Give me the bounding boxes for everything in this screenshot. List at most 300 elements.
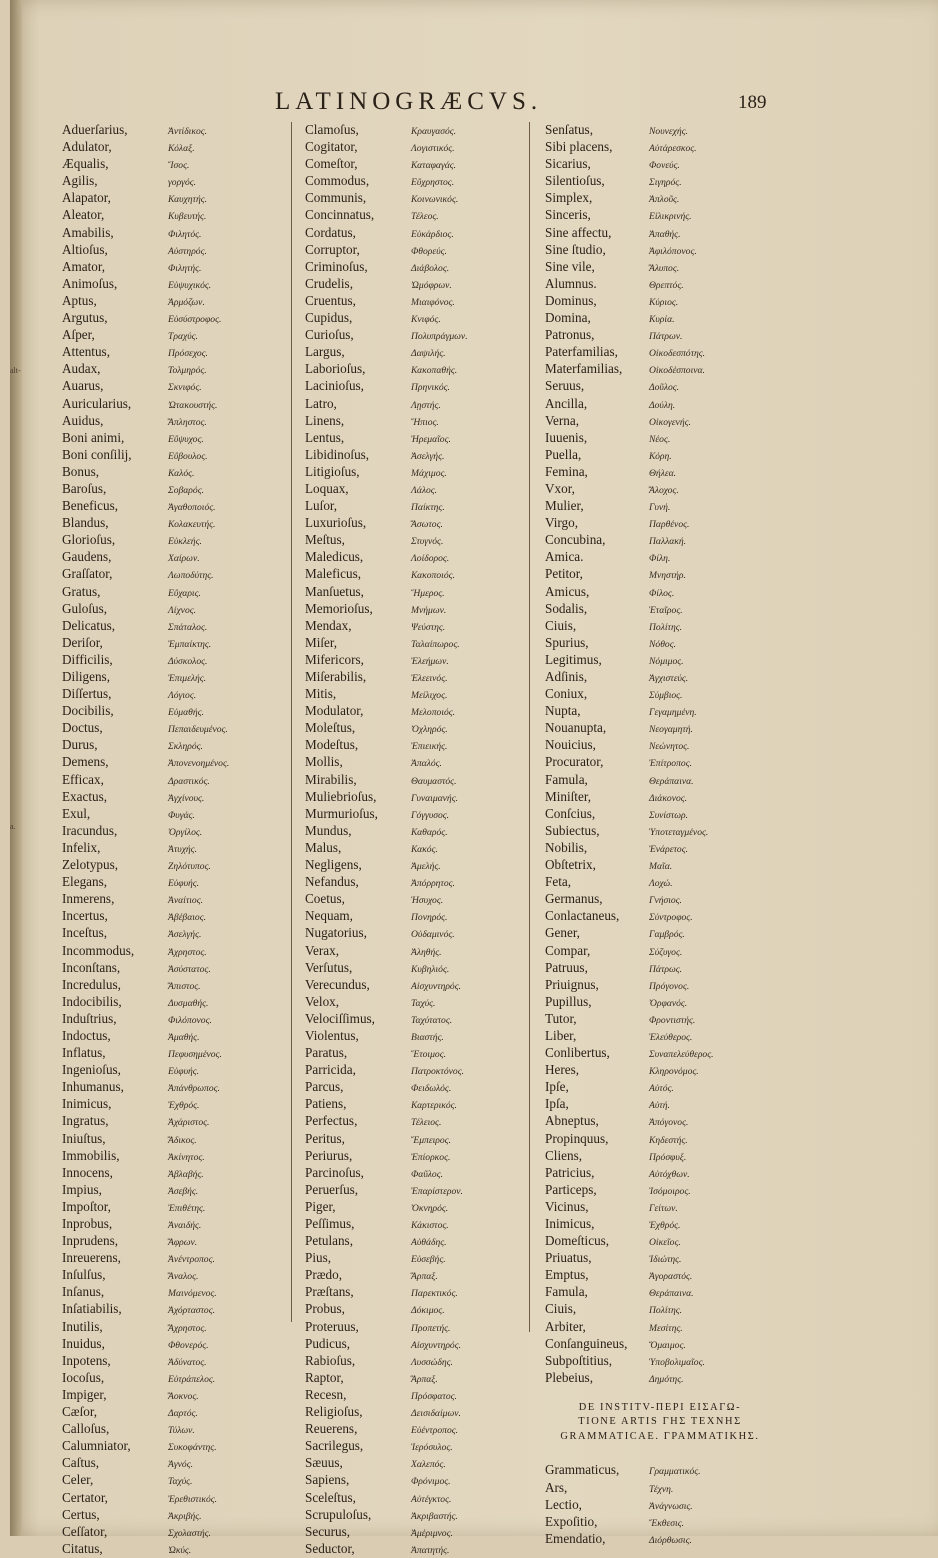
latin-term: Coetus,	[305, 891, 345, 907]
latin-term: Curioſus,	[305, 327, 354, 343]
greek-term: Εὔβουλος.	[168, 450, 208, 462]
glossary-entry	[545, 720, 785, 737]
glossary-entry	[305, 772, 530, 789]
greek-term: Γόγγυσος.	[411, 809, 450, 821]
latin-term: Coniux,	[545, 686, 588, 702]
greek-term: Σπάταλος.	[168, 621, 208, 633]
greek-term: Ἄδικος.	[168, 1134, 197, 1146]
latin-term: Dominus,	[545, 292, 597, 308]
latin-term: Plebeius,	[545, 1369, 593, 1385]
greek-term: Πρηνικός.	[411, 382, 450, 394]
greek-term: Ἐρεθιστικός.	[168, 1493, 218, 1505]
latin-term: Docibilis,	[62, 703, 114, 719]
glossary-entry	[545, 857, 785, 874]
glossary-entry	[62, 1267, 292, 1284]
latin-term: Amicus,	[545, 583, 590, 599]
latin-term: Ingratus,	[62, 1113, 109, 1129]
greek-term: Ἐλεεινός.	[411, 673, 448, 684]
greek-term: Συναπελεύθερος.	[649, 1049, 714, 1061]
greek-term: Ἀγχιστεύς.	[649, 673, 689, 684]
greek-term: Ἀβέβαιος.	[168, 912, 206, 924]
glossary-entry	[62, 652, 292, 669]
glossary-entry	[305, 720, 530, 737]
glossary-entry	[305, 156, 530, 173]
greek-term: Κνιφός.	[411, 314, 441, 326]
latin-term: Cupidus,	[305, 310, 353, 326]
greek-term: Εὐκλεής.	[168, 536, 202, 548]
greek-term: Παίκτης.	[411, 502, 445, 514]
greek-term: Δοῦλος.	[649, 382, 680, 394]
greek-term: Οἰκογενής.	[649, 416, 691, 428]
greek-term: Ἀνέντροπος.	[168, 1254, 215, 1266]
greek-term: Ὠμόφρων.	[411, 279, 452, 291]
latin-term: Modulator,	[305, 703, 364, 719]
greek-term: Πάτρως.	[649, 963, 683, 975]
glossary-entry	[305, 310, 530, 327]
latin-term: Moleſtus,	[305, 720, 356, 736]
latin-term: Cordatus,	[305, 224, 356, 240]
glossary-entry	[305, 293, 530, 310]
latin-term: Patricius,	[545, 1164, 595, 1180]
book-gutter	[10, 0, 22, 1536]
greek-term: Ἰσόμοιρος.	[649, 1185, 691, 1197]
greek-term: Φιλόπονος.	[168, 1014, 212, 1026]
greek-term: Εὐσύστροφος.	[168, 314, 222, 326]
greek-term: Νέος.	[649, 433, 671, 445]
glossary-entry	[62, 618, 292, 635]
glossary-entry	[62, 1370, 292, 1387]
greek-term: Ἀκριβαστής.	[411, 1510, 458, 1522]
glossary-entry	[305, 1131, 530, 1148]
latin-term: Caſtus,	[62, 1455, 99, 1471]
latin-term: Memorioſus,	[305, 600, 373, 616]
latin-term: Impiger,	[62, 1386, 107, 1402]
greek-term: Ἀπόρρητος.	[411, 878, 455, 890]
glossary-entry	[62, 361, 292, 378]
greek-term: Κόλαξ.	[168, 143, 195, 155]
glossary-entry	[545, 584, 785, 601]
glossary-entry	[305, 259, 530, 276]
glossary-entry	[545, 601, 785, 618]
latin-term: Miniſter,	[545, 788, 591, 804]
glossary-entry	[545, 327, 785, 344]
glossary-entry	[62, 566, 292, 583]
glossary-entry	[62, 1301, 292, 1318]
greek-term: Ἅρπαξ.	[411, 1271, 438, 1283]
glossary-entry	[62, 806, 292, 823]
glossary-entry	[545, 703, 785, 720]
glossary-entry	[305, 857, 530, 874]
latin-term: Graſſator,	[62, 566, 113, 582]
glossary-entry	[545, 1011, 785, 1028]
latin-term: Inprudens,	[62, 1233, 119, 1249]
latin-term: Pius,	[305, 1250, 332, 1266]
latin-term: Compar,	[545, 942, 591, 958]
greek-term: Χαίρων.	[168, 553, 200, 565]
latin-term: Mitis,	[305, 686, 337, 702]
glossary-entry	[545, 1131, 785, 1148]
glossary-entry	[305, 276, 530, 293]
latin-term: Patruus,	[545, 959, 588, 975]
glossary-entry	[62, 396, 292, 413]
glossary-entry	[305, 1216, 530, 1233]
greek-term: Συνίστωρ.	[649, 809, 688, 821]
latin-term: Ingenioſus,	[62, 1062, 121, 1078]
latin-term: Adulator,	[62, 139, 112, 155]
greek-term: Φθορεύς.	[411, 245, 447, 257]
glossary-entry	[305, 1233, 530, 1250]
latin-term: Animoſus,	[62, 275, 118, 291]
glossary-entry	[305, 122, 530, 139]
greek-term: Ἥμερος.	[411, 587, 445, 599]
greek-term: Μαινόμενος.	[168, 1288, 217, 1300]
greek-term: Τέχνη.	[649, 1483, 674, 1495]
latin-term: Peritus,	[305, 1130, 345, 1146]
glossary-entry	[305, 686, 530, 703]
greek-term: Ἐλεύθερος.	[649, 1031, 693, 1043]
greek-term: Πατροκτόνος.	[411, 1066, 464, 1078]
greek-term: Ἀπονενοημένος.	[168, 758, 230, 770]
greek-term: Κηδεστής.	[649, 1134, 688, 1146]
glossary-entry	[62, 1387, 292, 1404]
glossary-entry	[305, 566, 530, 583]
greek-term: Θήλεα.	[649, 467, 677, 479]
greek-term: Αὐτάρεσκος.	[649, 143, 697, 155]
greek-term: Χαλεπός.	[411, 1459, 446, 1471]
greek-term: Προπετής.	[411, 1322, 451, 1334]
latin-term: Conlactaneus,	[545, 908, 620, 924]
glossary-entry	[62, 823, 292, 840]
glossary-entry	[62, 1319, 292, 1336]
greek-term: Σκληρός.	[168, 741, 203, 753]
latin-term: Guloſus,	[62, 600, 108, 616]
glossary-entry	[545, 447, 785, 464]
latin-term: Mirabilis,	[305, 771, 357, 787]
latin-term: Commodus,	[305, 173, 370, 189]
glossary-entry	[62, 1421, 292, 1438]
greek-term: Δύσκολος.	[168, 655, 208, 667]
glossary-entry	[62, 789, 292, 806]
latin-term: Maledicus,	[305, 549, 364, 565]
glossary-entry	[305, 1250, 530, 1267]
latin-term: Mollis,	[305, 754, 343, 770]
margin-note: a.	[10, 822, 16, 831]
glossary-entry	[62, 1438, 292, 1455]
glossary-entry	[305, 447, 530, 464]
greek-term: Ἄπληστος.	[168, 416, 207, 428]
greek-term: Ἀμελής.	[411, 861, 441, 873]
greek-term: Ἐχθρός.	[649, 1220, 681, 1231]
greek-term: Κύριος.	[649, 296, 679, 308]
glossary-entry	[62, 943, 292, 960]
latin-term: Sine vile,	[545, 258, 595, 274]
latin-term: Loquax,	[305, 480, 349, 496]
latin-term: Materfamilias,	[545, 361, 623, 377]
greek-term: Εὔχαρις.	[168, 587, 201, 599]
glossary-entry	[305, 1455, 530, 1472]
greek-term: Σχολαστής.	[168, 1527, 211, 1539]
latin-term: Auricularius,	[62, 395, 132, 411]
latin-term: Puella,	[545, 446, 582, 462]
glossary-entry	[62, 498, 292, 515]
greek-term: Ἄπιστος.	[168, 980, 201, 992]
glossary-entry	[62, 276, 292, 293]
greek-term: Θρεπτός.	[649, 279, 684, 291]
glossary-entry	[62, 669, 292, 686]
glossary-entry	[62, 1490, 292, 1507]
greek-term: Ταχύτατος.	[411, 1014, 453, 1026]
greek-term: Αὐστηρός.	[168, 245, 207, 257]
latin-term: Inuidus,	[62, 1335, 105, 1351]
latin-term: Virgo,	[545, 515, 579, 531]
greek-term: Μνηστήρ.	[649, 570, 686, 582]
greek-term: Ἀναίτιος.	[168, 895, 204, 907]
latin-term: Heres,	[545, 1062, 580, 1078]
latin-term: Famula,	[545, 1284, 588, 1300]
glossary-entry	[305, 378, 530, 395]
greek-term: Νουνεχής.	[649, 126, 688, 137]
glossary-entry	[545, 1531, 785, 1548]
greek-term: Ταχύς.	[411, 997, 436, 1009]
greek-term: Καταφαγάς.	[411, 160, 457, 172]
glossary-entry	[62, 891, 292, 908]
glossary-entry	[305, 1165, 530, 1182]
latin-term: Induſtrius,	[62, 1010, 117, 1026]
latin-term: Miſer,	[305, 634, 338, 650]
glossary-entry	[545, 635, 785, 652]
greek-term: Ἄχρηστος.	[168, 1322, 207, 1334]
section-heading-line: GRAMMATICAE. ΓΡΑΜΜΑΤΙΚΗΣ.	[560, 1430, 760, 1442]
latin-term: Prædo,	[305, 1267, 343, 1283]
glossary-entry	[305, 1404, 530, 1421]
glossary-entry	[545, 498, 785, 515]
latin-term: Demens,	[62, 754, 109, 770]
glossary-entry	[62, 1336, 292, 1353]
greek-term: Ἄναλος.	[168, 1271, 199, 1283]
glossary-entry	[545, 669, 785, 686]
greek-term: Νεώνητος.	[649, 741, 690, 753]
glossary-entry	[305, 737, 530, 754]
latin-term: Impius,	[62, 1181, 102, 1197]
glossary-entry	[305, 1387, 530, 1404]
greek-term: Κάκιστος.	[411, 1220, 449, 1231]
glossary-entry	[545, 1079, 785, 1096]
latin-term: Argutus,	[62, 310, 108, 326]
glossary-entry	[545, 806, 785, 823]
greek-term: Κολακευτής.	[168, 519, 216, 531]
greek-term: Ταλαίπωρος.	[411, 638, 460, 650]
greek-term: Φαῦλος.	[411, 1168, 443, 1180]
latin-term: Tutor,	[545, 1010, 577, 1026]
greek-term: Ἔκθεσις.	[649, 1517, 684, 1529]
greek-term: Γραμματικός.	[649, 1466, 701, 1478]
latin-term: Cogitator,	[305, 139, 358, 155]
latin-term: Indoctus,	[62, 1027, 111, 1043]
greek-term: Ἐνάρετος.	[649, 843, 688, 855]
glossary-entry	[62, 772, 292, 789]
latin-term: Iocoſus,	[62, 1369, 105, 1385]
latin-term: Attentus,	[62, 344, 110, 360]
greek-term: Φειδωλός.	[411, 1083, 452, 1095]
glossary-entry	[305, 515, 530, 532]
latin-term: Proteruus,	[305, 1318, 359, 1334]
glossary-entry	[62, 1250, 292, 1267]
glossary-entry	[62, 344, 292, 361]
glossary-entry	[62, 122, 292, 139]
greek-term: Σύμβιος.	[649, 690, 683, 702]
glossary-entry	[545, 994, 785, 1011]
glossary-entry	[305, 1011, 530, 1028]
greek-term: Ἀχόρταστος.	[168, 1305, 216, 1317]
glossary-entry	[545, 1062, 785, 1079]
greek-term: Δούλη.	[649, 399, 676, 411]
greek-term: Ἀπάνθρωπος.	[168, 1083, 220, 1095]
latin-term: Religioſus,	[305, 1404, 363, 1420]
latin-term: Ceſſator,	[62, 1523, 108, 1539]
greek-term: Σύντροφος.	[649, 912, 693, 924]
glossary-entry	[305, 960, 530, 977]
glossary-entry	[62, 635, 292, 652]
greek-term: Ἀσεβής.	[168, 1185, 199, 1197]
glossary-entry	[62, 584, 292, 601]
glossary-entry	[62, 207, 292, 224]
glossary-entry	[305, 1113, 530, 1130]
greek-term: Ἱερόσυλος.	[411, 1442, 453, 1454]
latin-term: Aſper,	[62, 327, 95, 343]
greek-term: Αὐτή.	[649, 1100, 670, 1112]
latin-term: Emptus,	[545, 1267, 589, 1283]
greek-term: Γεγαμημένη.	[649, 707, 697, 719]
greek-term: Ἐπίτροπος.	[649, 758, 692, 770]
latin-term: Impoſtor,	[62, 1198, 111, 1214]
latin-term: Probus,	[305, 1301, 345, 1317]
glossary-entry	[305, 823, 530, 840]
greek-term: Κακός.	[411, 843, 438, 855]
greek-term: Σιγηρός.	[649, 177, 682, 189]
glossary-column-3	[545, 122, 785, 1548]
glossary-entry	[62, 1182, 292, 1199]
glossary-entry	[305, 703, 530, 720]
latin-term: Alumnus.	[545, 275, 597, 291]
latin-term: Bonus,	[62, 463, 100, 479]
greek-term: Μιαιφόνος.	[411, 296, 455, 308]
glossary-entry	[62, 259, 292, 276]
glossary-entry	[545, 840, 785, 857]
latin-term: Conlibertus,	[545, 1045, 610, 1061]
margin-note: alt-	[10, 366, 21, 375]
glossary-entry	[305, 943, 530, 960]
glossary-entry	[305, 1079, 530, 1096]
greek-term: Ἀσύστατος.	[168, 963, 211, 975]
glossary-entry	[305, 1524, 530, 1541]
glossary-entry	[305, 1301, 530, 1318]
greek-term: Ἔμπειρος.	[411, 1134, 451, 1146]
greek-term: Πολίτης.	[649, 1305, 683, 1317]
latin-term: Laborioſus,	[305, 361, 366, 377]
greek-term: Κοινωνικός.	[411, 194, 459, 206]
latin-term: Abneptus,	[545, 1113, 599, 1129]
latin-term: Verſutus,	[305, 959, 353, 975]
glossary-entry	[545, 737, 785, 754]
latin-term: Diſſertus,	[62, 686, 112, 702]
greek-term: Φίλος.	[649, 587, 675, 599]
latin-term: Linens,	[305, 412, 345, 428]
greek-term: Βιαστής.	[411, 1031, 444, 1043]
latin-term: Recesn,	[305, 1386, 347, 1402]
latin-term: Procurator,	[545, 754, 604, 770]
glossary-entry	[545, 977, 785, 994]
greek-term: Φίλη.	[649, 553, 671, 565]
glossary-entry	[545, 772, 785, 789]
greek-term: Δυσμαθής.	[168, 997, 209, 1009]
latin-term: Efficax,	[62, 771, 104, 787]
greek-term: Ἐπαρίστερον.	[411, 1185, 463, 1197]
glossary-entry	[62, 447, 292, 464]
section-entries	[545, 1462, 785, 1547]
latin-term: Inſatiabilis,	[62, 1301, 122, 1317]
greek-term: Τέλειος.	[411, 1117, 442, 1129]
greek-term: Ἀτυχής.	[168, 843, 197, 855]
glossary-entry	[545, 874, 785, 891]
latin-term: Pupillus,	[545, 993, 592, 1009]
glossary-entry	[545, 139, 785, 156]
greek-term: Ἐπιμελής.	[168, 673, 207, 684]
greek-term: Αἰσχυντηρός.	[411, 1339, 462, 1351]
greek-term: Τραχύς.	[168, 331, 198, 343]
page-number: 189	[738, 92, 767, 113]
latin-term: Grammaticus,	[545, 1462, 620, 1478]
greek-term: Εὐτράπελος.	[168, 1373, 216, 1385]
latin-term: Patiens,	[305, 1096, 347, 1112]
greek-term: Ἀδύνατος.	[168, 1356, 207, 1368]
latin-term: Subiectus,	[545, 822, 600, 838]
greek-term: Πάτρων.	[649, 331, 683, 343]
glossary-entry	[62, 1131, 292, 1148]
glossary-entry	[62, 464, 292, 481]
greek-term: Εὐφυής.	[168, 1066, 200, 1078]
glossary-entry	[545, 1216, 785, 1233]
glossary-entry	[305, 789, 530, 806]
glossary-entry	[62, 908, 292, 925]
greek-term: Τολμηρός.	[168, 365, 207, 377]
glossary-entry	[545, 1353, 785, 1370]
latin-term: Concinnatus,	[305, 207, 375, 223]
greek-term: Κυρία.	[649, 314, 675, 326]
latin-term: Modeſtus,	[305, 737, 359, 753]
latin-term: Propinquus,	[545, 1130, 609, 1146]
greek-term: Σοβαρός.	[168, 484, 205, 496]
greek-term: Ὀκνηρός.	[411, 1202, 449, 1214]
latin-term: Sodalis,	[545, 600, 588, 616]
glossary-entry	[545, 1462, 785, 1479]
latin-term: Securus,	[305, 1523, 351, 1539]
glossary-entry	[305, 1182, 530, 1199]
glossary-entry	[62, 1284, 292, 1301]
greek-term: Εὔχρηστος.	[411, 177, 455, 189]
greek-term: Αὐθάδης.	[411, 1237, 447, 1249]
greek-term: Πολυπράγμων.	[411, 331, 468, 343]
latin-term: Boni conſilij,	[62, 446, 132, 462]
greek-term: Ἰδιώτης.	[649, 1254, 682, 1266]
latin-term: Verna,	[545, 412, 580, 428]
latin-term: Inprobus,	[62, 1216, 113, 1231]
glossary-entry	[545, 190, 785, 207]
greek-term: Ἀκίνητος.	[168, 1151, 205, 1163]
greek-term: Φιλητής.	[168, 262, 202, 274]
latin-term: Iniuſtus,	[62, 1130, 106, 1146]
latin-term: Expoſitio,	[545, 1513, 598, 1529]
latin-term: Periurus,	[305, 1147, 353, 1163]
